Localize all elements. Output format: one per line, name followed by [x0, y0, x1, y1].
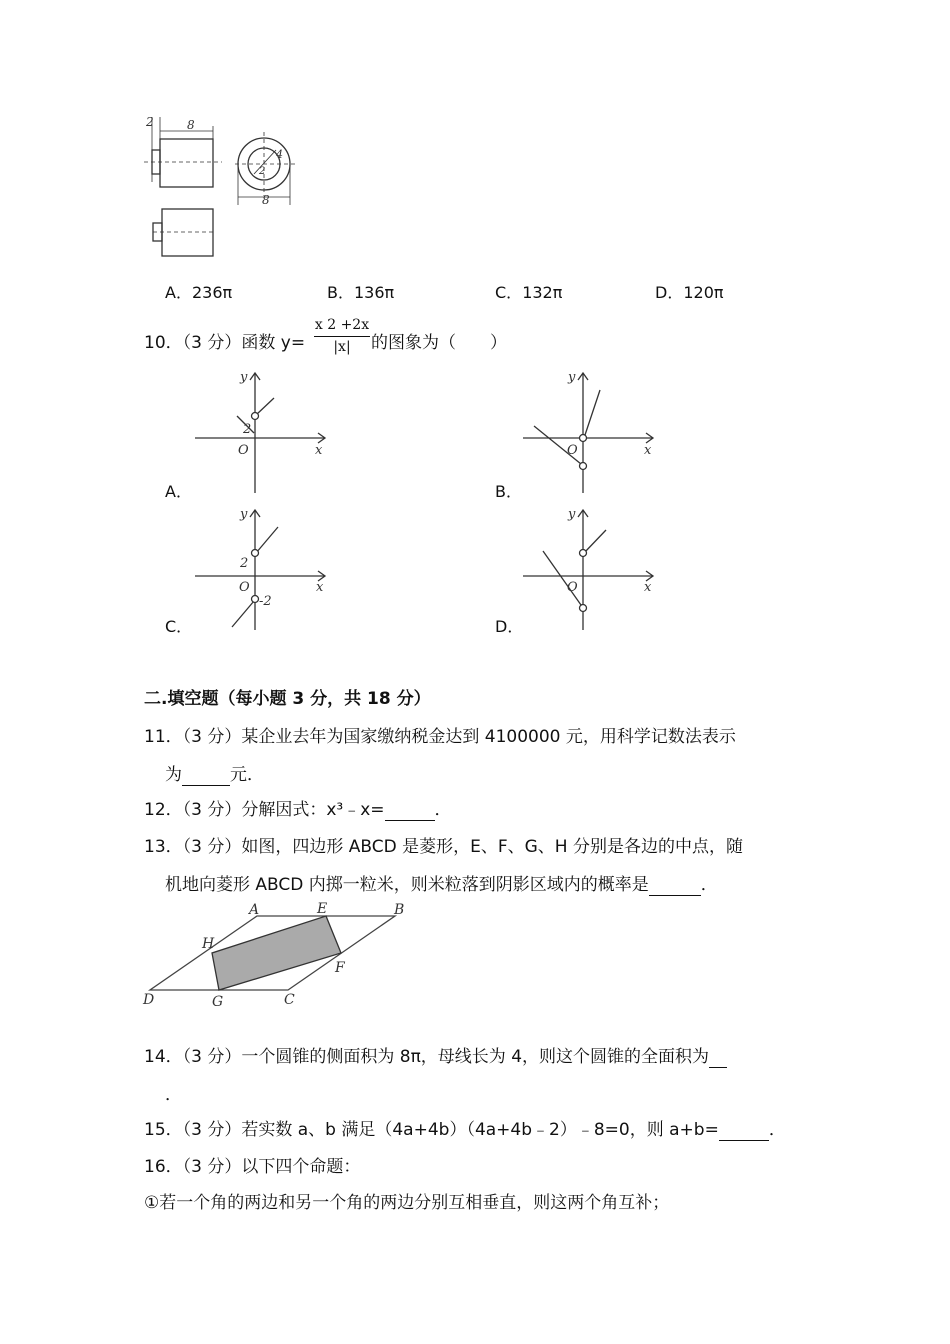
q11-line1: 11．（3 分）某企业去年为国家缴纳税金达到 4100000 元，用科学记数法表示 — [144, 727, 736, 747]
svg-text:E: E — [317, 901, 328, 917]
svg-text:x: x — [644, 580, 652, 595]
q10-graph-b — [518, 368, 663, 496]
q10-numerator: x 2 +2x — [314, 314, 370, 337]
graph-c-right-ray — [256, 527, 278, 553]
front-view-body — [160, 139, 213, 187]
svg-text:y: y — [568, 370, 576, 385]
q9-dim-right: 4 — [276, 148, 283, 161]
q11-answer-blank[interactable] — [182, 765, 230, 786]
q15-answer-blank[interactable] — [719, 1120, 769, 1141]
q10-graph-c — [190, 505, 335, 633]
svg-text:O: O — [238, 443, 249, 458]
q9-dim-inner: 2 — [259, 166, 266, 177]
svg-text:x: x — [316, 580, 324, 595]
q10-prefix: 10．（3 分）函数 y= — [144, 333, 306, 353]
q10-graph-a — [190, 368, 335, 496]
graph-c-left-ray — [232, 601, 254, 627]
shaded-efgh — [212, 916, 341, 990]
graph-a-right-ray — [256, 398, 274, 415]
svg-text:H: H — [202, 936, 215, 952]
svg-text:A: A — [249, 902, 260, 918]
svg-text:-2: -2 — [259, 594, 272, 609]
top-view-body — [162, 209, 213, 256]
q13-line2: 机地向菱形 ABCD 内掷一粒米，则米粒落到阴影区域内的概率是 ． — [165, 875, 718, 895]
q10-graph-d — [518, 505, 663, 633]
q9-option-b[interactable]: B．136π — [327, 283, 395, 302]
q12-text: 12．（3 分）分解因式：x³﹣x= ． — [144, 800, 452, 820]
q14-answer-blank[interactable] — [709, 1047, 727, 1068]
q14-line2: ． — [165, 1085, 182, 1105]
svg-text:x: x — [315, 443, 323, 458]
graph-b-right-ray — [584, 390, 600, 438]
q10-denominator: |x| — [333, 339, 351, 355]
svg-text:C: C — [284, 992, 295, 1008]
q9-three-view-figure — [140, 112, 310, 262]
svg-text:2: 2 — [243, 422, 252, 437]
svg-text:y: y — [240, 370, 248, 385]
svg-text:D: D — [143, 992, 155, 1008]
q10-fraction — [314, 314, 370, 357]
graph-d-right-ray — [584, 530, 606, 553]
q9-dim-left: 2 — [146, 115, 154, 129]
section2-title: 二.填空题（每小题 3 分，共 18 分） — [144, 689, 431, 709]
svg-text:y: y — [240, 507, 248, 522]
svg-text:B: B — [394, 902, 405, 918]
q10-suffix: 的图象为（ ） — [371, 333, 507, 353]
svg-text:O: O — [239, 580, 250, 595]
svg-text:F: F — [335, 960, 345, 976]
q16-text: 16．（3 分）以下四个命题： — [144, 1157, 361, 1177]
q14-line1: 14．（3 分）一个圆锥的侧面积为 8π，母线长为 4，则这个圆锥的全面积为 — [144, 1042, 727, 1068]
q13-rhombus-figure — [140, 898, 410, 1010]
q9-option-a[interactable]: A．236π — [165, 283, 233, 302]
q9-option-c[interactable]: C．132π — [495, 283, 563, 302]
q15-text: 15．（3 分）若实数 a、b 满足（4a+4b）（4a+4b﹣2）﹣8=0，则 a+b= ． — [144, 1120, 786, 1140]
q12-answer-blank[interactable] — [385, 800, 435, 821]
graph-d-left-ray — [543, 551, 581, 605]
q10-option-b[interactable]: B． — [495, 482, 522, 501]
q10-option-c[interactable]: C． — [165, 617, 193, 636]
svg-text:2: 2 — [240, 556, 249, 571]
q10-option-d[interactable]: D． — [495, 617, 524, 636]
svg-text:O: O — [567, 443, 578, 458]
q13-answer-blank[interactable] — [649, 875, 701, 896]
q13-line1: 13．（3 分）如图，四边形 ABCD 是菱形，E、F、G、H 分别是各边的中点，随 — [144, 837, 743, 857]
svg-text:G: G — [212, 994, 224, 1010]
svg-text:O: O — [567, 580, 578, 595]
q9-dim-bottom: 8 — [262, 193, 270, 207]
svg-text:y: y — [568, 507, 576, 522]
q9-dim-top: 8 — [187, 118, 195, 132]
q16-item1: ①若一个角的两边和另一个角的两边分别互相垂直，则这两个角互补； — [144, 1193, 670, 1213]
q11-line2: 为 元． — [165, 765, 264, 785]
q10-option-a[interactable]: A． — [165, 482, 192, 501]
svg-text:x: x — [644, 443, 652, 458]
q9-option-d[interactable]: D．120π — [655, 283, 724, 302]
